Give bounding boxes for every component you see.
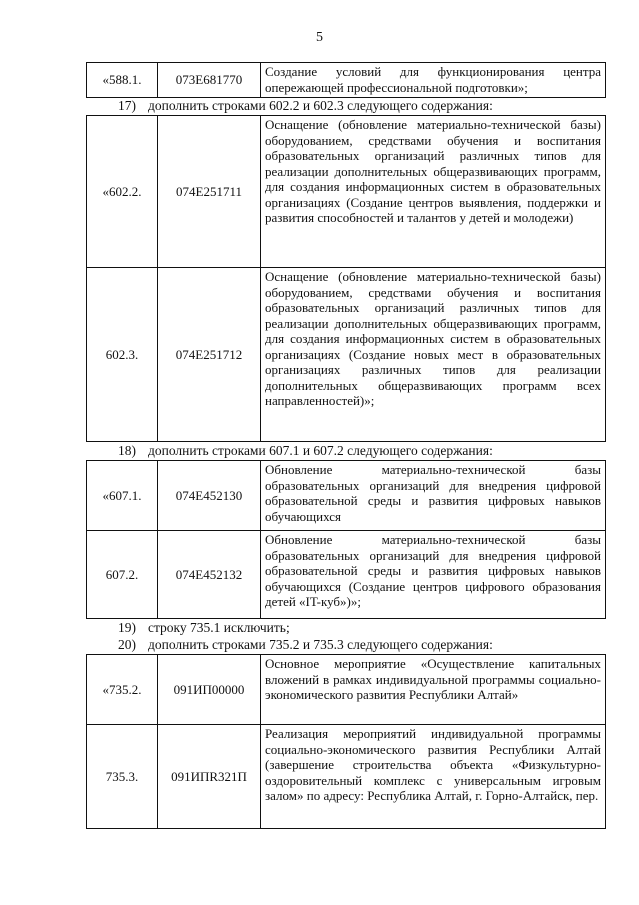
instruction-text: дополнить строками 602.2 и 602.3 следующего содержания:	[148, 98, 493, 113]
instruction-number: 17)	[118, 98, 136, 113]
row-code: 074E452132	[158, 531, 261, 619]
row-number: 735.3.	[87, 725, 158, 829]
instruction-number: 20)	[118, 637, 136, 652]
table-row	[87, 116, 606, 268]
row-code: 074E251711	[158, 116, 261, 268]
table-row	[87, 461, 606, 531]
row-description: Создание условий для функционирования центра опережающей профессиональной подготовки»;	[261, 63, 606, 98]
row-number: 607.2.	[87, 531, 158, 619]
row-code: 073E681770	[158, 63, 261, 98]
row-number: «602.2.	[87, 116, 158, 268]
table-row	[87, 63, 606, 98]
table-row	[87, 531, 606, 619]
table-row	[87, 268, 606, 442]
row-code: 091ИПR321П	[158, 725, 261, 829]
table-rows-735	[86, 654, 606, 829]
row-number: «588.1.	[87, 63, 158, 98]
row-code: 074E452130	[158, 461, 261, 531]
instruction-17	[86, 98, 606, 114]
table-row	[87, 725, 606, 829]
table-rows-607	[86, 460, 606, 619]
row-code: 074E251712	[158, 268, 261, 442]
instruction-text: дополнить строками 607.1 и 607.2 следующего содержания:	[148, 443, 493, 458]
table-row	[87, 655, 606, 725]
row-description: Оснащение (обновление материально-технической базы) оборудованием, средствами обучения и воспитания образовательных организаций различных типов для реализации дополнительных общеразвивающих программ, для создания информационных систем в образовательных организациях (Создание центров выявления, поддержки и развития способностей и талантов у детей и молодежи)	[261, 116, 606, 268]
row-description: Реализация мероприятий индивидуальной программы социально-экономического развития Республики Алтай (завершение строительства объекта «Физкультурно-оздоровительный комплекс с универсальным игровым залом» по адресу: Республика Алтай, г. Горно-Алтайск, пер.	[261, 725, 606, 829]
instruction-number: 19)	[118, 620, 136, 635]
row-number: «735.2.	[87, 655, 158, 725]
page-number: 5	[316, 30, 323, 45]
instruction-19	[86, 620, 606, 636]
row-number: 602.3.	[87, 268, 158, 442]
instruction-number: 18)	[118, 443, 136, 458]
instruction-text: дополнить строками 735.2 и 735.3 следующего содержания:	[148, 637, 493, 652]
table-rows-588	[86, 62, 606, 98]
row-description: Обновление материально-технической базы образовательных организаций для внедрения цифровой образовательной среды и развития цифровых навыков обучающихся (Создание центров цифрового образования детей «IT-куб»)»;	[261, 531, 606, 619]
row-description: Основное мероприятие «Осуществление капитальных вложений в рамках индивидуальной программы социально-экономического развития Республики Алтай»	[261, 655, 606, 725]
instruction-20	[86, 637, 606, 653]
instruction-18	[86, 443, 606, 459]
row-number: «607.1.	[87, 461, 158, 531]
row-code: 091ИП00000	[158, 655, 261, 725]
instruction-text: строку 735.1 исключить;	[148, 620, 290, 635]
row-description: Обновление материально-технической базы образовательных организаций для внедрения цифровой образовательной среды и развития цифровых навыков обучающихся	[261, 461, 606, 531]
row-description: Оснащение (обновление материально-технической базы) оборудованием, средствами обучения и воспитания образовательных организаций различных типов для реализации дополнительных общеразвивающих программ, для создания информационных систем в образовательных организациях (Создание новых мест в образовательных организациях различных типов для реализации дополнительных общеразвивающих программ всех направленностей)»;	[261, 268, 606, 442]
table-rows-602	[86, 115, 606, 442]
